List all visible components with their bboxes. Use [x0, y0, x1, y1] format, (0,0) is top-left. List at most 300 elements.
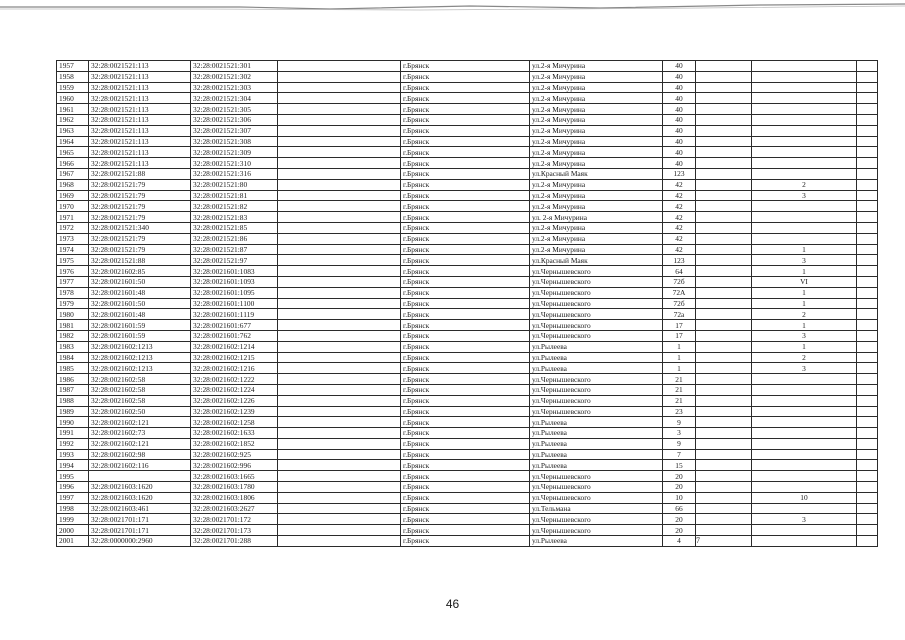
city-cell: г.Брянск [401, 287, 530, 298]
flat-cell [752, 71, 857, 82]
house-cell: 72б [663, 276, 696, 287]
land-parcel-cell: 32:28:0021602:58 [89, 395, 191, 406]
flat-cell [752, 222, 857, 233]
flat-spacer-cell [696, 525, 752, 536]
flat-cell [752, 93, 857, 104]
row-number-cell: 1964 [57, 136, 89, 147]
flat-spacer-cell [696, 298, 752, 309]
street-cell: ул.Рылеева [530, 352, 663, 363]
house-cell: 72А [663, 287, 696, 298]
city-cell: г.Брянск [401, 352, 530, 363]
blank-cell [278, 352, 401, 363]
house-cell: 40 [663, 158, 696, 169]
building-cell: 32:28:0021521:80 [191, 179, 278, 190]
table-row [57, 244, 878, 255]
flat-spacer-cell [696, 168, 752, 179]
flat-cell [752, 374, 857, 385]
table-row [57, 482, 878, 493]
extra-cell [857, 298, 878, 309]
blank-cell [278, 482, 401, 493]
city-cell: г.Брянск [401, 158, 530, 169]
blank-cell [278, 471, 401, 482]
street-cell: ул.Рылеева [530, 449, 663, 460]
row-number-cell: 1979 [57, 298, 89, 309]
flat-spacer-cell [696, 395, 752, 406]
extra-cell [857, 222, 878, 233]
city-cell: г.Брянск [401, 449, 530, 460]
flat-cell: 1 [752, 266, 857, 277]
extra-cell [857, 244, 878, 255]
building-cell: 32:28:0021603:1665 [191, 471, 278, 482]
flat-cell [752, 482, 857, 493]
table-body [57, 61, 878, 547]
blank-cell [278, 147, 401, 158]
table-row [57, 406, 878, 417]
building-cell: 32:28:0021601:762 [191, 330, 278, 341]
row-number-cell: 1959 [57, 82, 89, 93]
street-cell: ул.Чернышевского [530, 406, 663, 417]
land-parcel-cell: 32:28:0021602:73 [89, 428, 191, 439]
street-cell: ул.Чернышевского [530, 525, 663, 536]
building-cell: 32:28:0021602:925 [191, 449, 278, 460]
city-cell: г.Брянск [401, 222, 530, 233]
table-row [57, 449, 878, 460]
building-cell: 32:28:0021701:173 [191, 525, 278, 536]
row-number-cell: 1992 [57, 438, 89, 449]
table-row [57, 536, 878, 547]
table-row [57, 158, 878, 169]
row-number-cell: 1981 [57, 320, 89, 331]
blank-cell [278, 71, 401, 82]
table-row [57, 168, 878, 179]
house-cell: 17 [663, 320, 696, 331]
extra-cell [857, 492, 878, 503]
flat-cell [752, 201, 857, 212]
land-parcel-cell: 32:28:0021602:1213 [89, 363, 191, 374]
flat-cell [752, 212, 857, 223]
street-cell: ул.Рылеева [530, 341, 663, 352]
blank-cell [278, 492, 401, 503]
city-cell: г.Брянск [401, 233, 530, 244]
flat-spacer-cell [696, 363, 752, 374]
land-parcel-cell: 32:28:0021521:88 [89, 255, 191, 266]
table-row [57, 320, 878, 331]
flat-spacer-cell [696, 428, 752, 439]
house-cell: 42 [663, 233, 696, 244]
blank-cell [278, 330, 401, 341]
house-cell: 3 [663, 428, 696, 439]
house-cell: 40 [663, 61, 696, 72]
house-cell: 42 [663, 212, 696, 223]
land-parcel-cell: 32:28:0021521:113 [89, 147, 191, 158]
blank-cell [278, 287, 401, 298]
row-number-cell: 1965 [57, 147, 89, 158]
table-row [57, 363, 878, 374]
building-cell: 32:28:0021602:996 [191, 460, 278, 471]
row-number-cell: 1996 [57, 482, 89, 493]
street-cell: ул.Чернышевского [530, 482, 663, 493]
house-cell: 42 [663, 201, 696, 212]
flat-cell: 1 [752, 287, 857, 298]
land-parcel-cell: 32:28:0021602:58 [89, 384, 191, 395]
blank-cell [278, 514, 401, 525]
row-number-cell: 1995 [57, 471, 89, 482]
row-1998-mark: 7 [696, 536, 700, 545]
flat-spacer-cell [696, 417, 752, 428]
table-row [57, 460, 878, 471]
flat-cell: 2 [752, 179, 857, 190]
house-cell: 42 [663, 244, 696, 255]
table-row [57, 147, 878, 158]
land-parcel-cell: 32:28:0021601:59 [89, 330, 191, 341]
city-cell: г.Брянск [401, 125, 530, 136]
extra-cell [857, 417, 878, 428]
row-number-cell: 1987 [57, 384, 89, 395]
table-row [57, 255, 878, 266]
land-parcel-cell: 32:28:0021521:113 [89, 93, 191, 104]
land-parcel-cell: 32:28:0021601:59 [89, 320, 191, 331]
extra-cell [857, 168, 878, 179]
city-cell: г.Брянск [401, 330, 530, 341]
flat-cell: 3 [752, 363, 857, 374]
row-number-cell: 1958 [57, 71, 89, 82]
flat-spacer-cell [696, 438, 752, 449]
house-cell: 72а [663, 309, 696, 320]
blank-cell [278, 179, 401, 190]
city-cell: г.Брянск [401, 266, 530, 277]
city-cell: г.Брянск [401, 309, 530, 320]
building-cell: 32:28:0021602:1216 [191, 363, 278, 374]
flat-spacer-cell [696, 222, 752, 233]
street-cell: ул.Чернышевского [530, 298, 663, 309]
table-row [57, 428, 878, 439]
house-cell: 15 [663, 460, 696, 471]
flat-cell: 3 [752, 330, 857, 341]
city-cell: г.Брянск [401, 190, 530, 201]
building-cell: 32:28:0021602:1214 [191, 341, 278, 352]
row-number-cell: 1971 [57, 212, 89, 223]
street-cell: ул.2-я Мичурина [530, 201, 663, 212]
row-number-cell: 1999 [57, 514, 89, 525]
flat-cell [752, 136, 857, 147]
flat-spacer-cell [696, 460, 752, 471]
building-cell: 32:28:0021602:1226 [191, 395, 278, 406]
flat-spacer-cell [696, 125, 752, 136]
flat-cell [752, 168, 857, 179]
flat-spacer-cell [696, 71, 752, 82]
city-cell: г.Брянск [401, 341, 530, 352]
street-cell: ул.2-я Мичурина [530, 93, 663, 104]
extra-cell [857, 104, 878, 115]
house-cell: 40 [663, 114, 696, 125]
blank-cell [278, 525, 401, 536]
building-cell: 32:28:0021602:1852 [191, 438, 278, 449]
flat-spacer-cell [696, 82, 752, 93]
table-row [57, 309, 878, 320]
house-cell: 20 [663, 514, 696, 525]
land-parcel-cell: 32:28:0021521:79 [89, 179, 191, 190]
extra-cell [857, 61, 878, 72]
city-cell: г.Брянск [401, 71, 530, 82]
flat-spacer-cell [696, 158, 752, 169]
street-cell: ул.Чернышевского [530, 514, 663, 525]
table-row [57, 341, 878, 352]
table-row [57, 417, 878, 428]
blank-cell [278, 428, 401, 439]
land-parcel-cell: 32:28:0000000:2960 [89, 536, 191, 547]
city-cell: г.Брянск [401, 201, 530, 212]
house-cell: 123 [663, 255, 696, 266]
extra-cell [857, 320, 878, 331]
building-cell: 32:28:0021521:307 [191, 125, 278, 136]
flat-cell: 1 [752, 244, 857, 255]
blank-cell [278, 201, 401, 212]
city-cell: г.Брянск [401, 482, 530, 493]
row-number-cell: 1973 [57, 233, 89, 244]
city-cell: г.Брянск [401, 93, 530, 104]
land-parcel-cell: 32:28:0021602:1213 [89, 341, 191, 352]
land-parcel-cell: 32:28:0021603:1620 [89, 492, 191, 503]
row-number-cell: 1993 [57, 449, 89, 460]
building-cell: 32:28:0021601:1100 [191, 298, 278, 309]
house-cell: 1 [663, 363, 696, 374]
house-cell: 72б [663, 298, 696, 309]
cadastral-table-container [56, 60, 878, 547]
land-parcel-cell: 32:28:0021602:58 [89, 374, 191, 385]
row-number-cell: 1982 [57, 330, 89, 341]
building-cell: 32:28:0021521:302 [191, 71, 278, 82]
building-cell: 32:28:0021601:677 [191, 320, 278, 331]
building-cell: 32:28:0021521:306 [191, 114, 278, 125]
house-cell: 20 [663, 482, 696, 493]
blank-cell [278, 460, 401, 471]
land-parcel-cell: 32:28:0021701:171 [89, 514, 191, 525]
city-cell: г.Брянск [401, 438, 530, 449]
row-number-cell: 1976 [57, 266, 89, 277]
extra-cell [857, 406, 878, 417]
row-number-cell: 1983 [57, 341, 89, 352]
house-cell: 17 [663, 330, 696, 341]
blank-cell [278, 61, 401, 72]
row-number-cell: 1998 [57, 503, 89, 514]
blank-cell [278, 363, 401, 374]
city-cell: г.Брянск [401, 363, 530, 374]
land-parcel-cell: 32:28:0021601:50 [89, 276, 191, 287]
building-cell: 32:28:0021603:2627 [191, 503, 278, 514]
street-cell: ул.Красный Маяк [530, 255, 663, 266]
row-number-cell: 1991 [57, 428, 89, 439]
table-row [57, 298, 878, 309]
house-cell: 40 [663, 82, 696, 93]
house-cell: 42 [663, 222, 696, 233]
building-cell: 32:28:0021603:1806 [191, 492, 278, 503]
land-parcel-cell: 32:28:0021521:113 [89, 114, 191, 125]
row-number-cell: 1966 [57, 158, 89, 169]
extra-cell [857, 330, 878, 341]
flat-cell [752, 384, 857, 395]
street-cell: ул.2-я Мичурина [530, 104, 663, 115]
flat-cell [752, 449, 857, 460]
land-parcel-cell: 32:28:0021602:98 [89, 449, 191, 460]
building-cell: 32:28:0021602:1239 [191, 406, 278, 417]
extra-cell [857, 287, 878, 298]
extra-cell [857, 136, 878, 147]
house-cell: 40 [663, 104, 696, 115]
street-cell: ул.Чернышевского [530, 374, 663, 385]
page-number: 46 [445, 597, 460, 611]
flat-cell [752, 428, 857, 439]
extra-cell [857, 374, 878, 385]
flat-spacer-cell [696, 406, 752, 417]
table-row [57, 395, 878, 406]
street-cell: ул.2-я Мичурина [530, 114, 663, 125]
flat-spacer-cell [696, 341, 752, 352]
city-cell: г.Брянск [401, 514, 530, 525]
blank-cell [278, 114, 401, 125]
city-cell: г.Брянск [401, 406, 530, 417]
house-cell: 21 [663, 384, 696, 395]
street-cell: ул.2-я Мичурина [530, 179, 663, 190]
flat-cell: 1 [752, 320, 857, 331]
city-cell: г.Брянск [401, 276, 530, 287]
cadastral-table [56, 60, 878, 547]
city-cell: г.Брянск [401, 168, 530, 179]
building-cell: 32:28:0021602:1224 [191, 384, 278, 395]
extra-cell [857, 276, 878, 287]
land-parcel-cell: 32:28:0021521:113 [89, 158, 191, 169]
extra-cell [857, 352, 878, 363]
street-cell: ул.Чернышевского [530, 395, 663, 406]
land-parcel-cell: 32:28:0021521:113 [89, 61, 191, 72]
flat-cell [752, 471, 857, 482]
flat-cell [752, 438, 857, 449]
flat-spacer-cell [696, 233, 752, 244]
land-parcel-cell: 32:28:0021521:113 [89, 125, 191, 136]
flat-cell: 3 [752, 255, 857, 266]
flat-cell: 1 [752, 341, 857, 352]
street-cell: ул.Рылеева [530, 438, 663, 449]
extra-cell [857, 190, 878, 201]
flat-spacer-cell [696, 179, 752, 190]
extra-cell [857, 147, 878, 158]
city-cell: г.Брянск [401, 503, 530, 514]
street-cell: ул.2-я Мичурина [530, 125, 663, 136]
extra-cell [857, 179, 878, 190]
house-cell: 1 [663, 341, 696, 352]
street-cell: ул.Рылеева [530, 417, 663, 428]
flat-cell [752, 525, 857, 536]
flat-spacer-cell [696, 536, 752, 547]
row-number-cell: 1989 [57, 406, 89, 417]
building-cell: 32:28:0021701:172 [191, 514, 278, 525]
building-cell: 32:28:0021521:81 [191, 190, 278, 201]
flat-spacer-cell [696, 384, 752, 395]
extra-cell [857, 449, 878, 460]
extra-cell [857, 71, 878, 82]
blank-cell [278, 104, 401, 115]
street-cell: ул.Чернышевского [530, 266, 663, 277]
city-cell: г.Брянск [401, 460, 530, 471]
extra-cell [857, 503, 878, 514]
table-row [57, 352, 878, 363]
table-row [57, 71, 878, 82]
table-row [57, 266, 878, 277]
row-number-cell: 1997 [57, 492, 89, 503]
extra-cell [857, 93, 878, 104]
flat-cell: 10 [752, 492, 857, 503]
flat-spacer-cell [696, 471, 752, 482]
blank-cell [278, 417, 401, 428]
table-row [57, 514, 878, 525]
flat-cell [752, 125, 857, 136]
land-parcel-cell [89, 471, 191, 482]
land-parcel-cell: 32:28:0021701:171 [89, 525, 191, 536]
building-cell: 32:28:0021521:83 [191, 212, 278, 223]
blank-cell [278, 266, 401, 277]
building-cell: 32:28:0021521:86 [191, 233, 278, 244]
street-cell: ул.2-я Мичурина [530, 158, 663, 169]
city-cell: г.Брянск [401, 114, 530, 125]
flat-spacer-cell [696, 147, 752, 158]
blank-cell [278, 190, 401, 201]
flat-cell: VI [752, 276, 857, 287]
building-cell: 32:28:0021521:304 [191, 93, 278, 104]
flat-spacer-cell [696, 514, 752, 525]
street-cell: ул.2-я Мичурина [530, 136, 663, 147]
land-parcel-cell: 32:28:0021521:79 [89, 201, 191, 212]
extra-cell [857, 536, 878, 547]
building-cell: 32:28:0021602:1633 [191, 428, 278, 439]
building-cell: 32:28:0021521:87 [191, 244, 278, 255]
building-cell: 32:28:0021521:303 [191, 82, 278, 93]
row-number-cell: 1961 [57, 104, 89, 115]
blank-cell [278, 503, 401, 514]
flat-spacer-cell [696, 287, 752, 298]
extra-cell [857, 482, 878, 493]
house-cell: 10 [663, 492, 696, 503]
row-number-cell: 2000 [57, 525, 89, 536]
building-cell: 32:28:0021521:309 [191, 147, 278, 158]
street-cell: ул. 2-я Мичурина [530, 212, 663, 223]
flat-cell [752, 61, 857, 72]
table-row [57, 104, 878, 115]
blank-cell [278, 438, 401, 449]
street-cell: ул.2-я Мичурина [530, 222, 663, 233]
flat-spacer-cell [696, 320, 752, 331]
table-row [57, 287, 878, 298]
land-parcel-cell: 32:28:0021602:50 [89, 406, 191, 417]
flat-spacer-cell [696, 104, 752, 115]
city-cell: г.Брянск [401, 298, 530, 309]
row-number-cell: 1977 [57, 276, 89, 287]
table-row [57, 136, 878, 147]
extra-cell [857, 438, 878, 449]
extra-cell [857, 114, 878, 125]
blank-cell [278, 298, 401, 309]
table-row [57, 201, 878, 212]
extra-cell [857, 428, 878, 439]
flat-spacer-cell [696, 330, 752, 341]
city-cell: г.Брянск [401, 320, 530, 331]
blank-cell [278, 384, 401, 395]
table-row [57, 438, 878, 449]
house-cell: 7 [663, 449, 696, 460]
blank-cell [278, 374, 401, 385]
flat-cell [752, 395, 857, 406]
building-cell: 32:28:0021701:288 [191, 536, 278, 547]
house-cell: 21 [663, 374, 696, 385]
flat-cell [752, 406, 857, 417]
